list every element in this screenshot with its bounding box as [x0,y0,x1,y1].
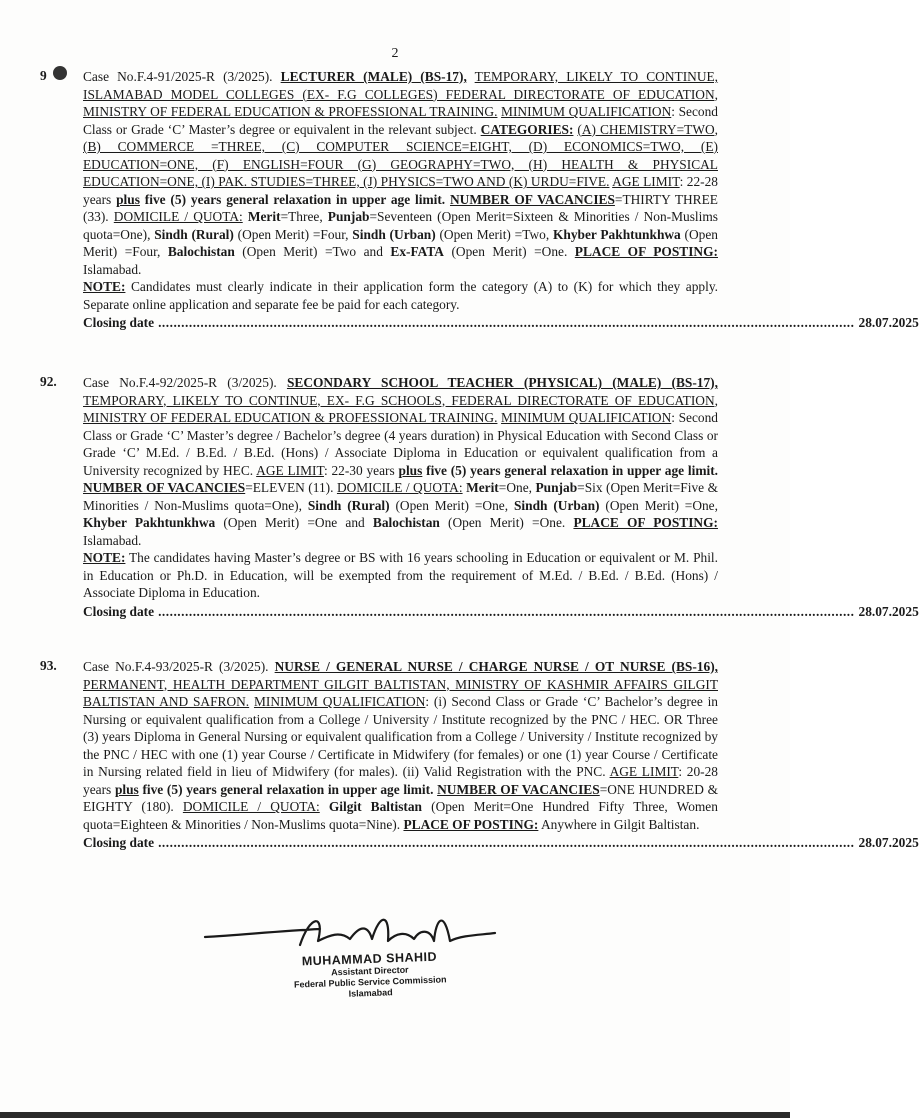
case-number: Case No.F.4-92/2025-R (3/2025). [83,375,277,390]
age-limit-text: : 22-30 years [323,462,395,478]
dot-leader: ..................................................................................................................................................................................... [158,603,855,619]
quota-region: Sindh (Urban) [352,226,436,242]
posting-label: PLACE OF POSTING: [573,515,718,530]
quota-region: Sindh (Urban) [513,497,600,513]
quota-region: Merit [466,480,499,495]
post-details: PERMANENT, HEALTH DEPARTMENT GILGIT BALTISTAN, MINISTRY OF KASHMIR AFFAIRS GILGIT BALTISTAN AND SAFRON. [83,676,718,709]
domicile-label: DOMICILE / QUOTA: [182,799,320,814]
post-title: NURSE / GENERAL NURSE / CHARGE NURSE / OT NURSE (BS-16), [274,659,718,674]
post-details: TEMPORARY, LIKELY TO CONTINUE, EX- F.G SCHOOLS, FEDERAL DIRECTORATE OF EDUCATION, MINISTRY OF FEDERAL EDUCATION & PROFESSIONAL TRAINING. [83,392,718,425]
closing-date-value: 28.07.2025 [858,603,919,619]
quota-region: Merit [247,209,281,224]
age-limit-text: : 22-28 years [83,174,719,207]
note-text: Candidates must clearly indicate in their application form the category (A) to (K) for which they apply. Separate online application and separate fee be paid for each category. [83,279,718,312]
quota-detail: (Open Merit) =One and [215,515,373,530]
quota-detail: (Open Merit) =Four, [83,226,718,259]
closing-date-value: 28.07.2025 [858,835,919,850]
vacancies-text: =ONE HUNDRED & EIGHTY (180). [83,781,718,814]
quota-detail: (Open Merit=One Hundred Fifty Three, Women quota=Eighteen & Minorities / Non-Muslims quota=Nine). [83,799,718,832]
min-qual-text: : Second Class or Grade ‘C’ Master’s degree or equivalent in the relevant subject. [83,104,718,137]
quota-detail: =Six (Open Merit=Five & Minorities / Non-Muslims quota=One), [83,480,718,513]
quota-detail: (Open Merit) =One, [599,497,718,513]
closing-date-value: 28.07.2025 [858,315,919,330]
entry-number: 92. [40,374,57,389]
quota-detail: =Three, [280,209,328,224]
note-label: NOTE: [83,279,126,294]
posting-text: Islamabad. [83,261,142,277]
vacancies-text: =ELEVEN (11). [245,480,334,495]
plus-text: plus [114,781,139,797]
case-number: Case No.F.4-93/2025-R (3/2025). [83,659,269,674]
signatory-office: Federal Public Service Commission [293,974,447,990]
categories-text: (A) CHEMISTRY=TWO, (B) COMMERCE =THREE, (C) COMPUTER SCIENCE=EIGHT, (D) ECONOMICS=TWO, (E) EDUCATION=ONE, (F) ENGLISH=FOUR (G) GEOGRAPHY=TWO, (H) HEALTH & PHYSICAL EDUCATION=ONE, (I) PAK. STUDIES=THREE, (J) PHYSICS=TWO AND (K) URDU=FIVE. [83,121,718,189]
closing-date-label: Closing date [83,315,155,330]
posting-label: PLACE OF POSTING: [403,816,539,832]
post-title: SECONDARY SCHOOL TEACHER (PHYSICAL) (MALE) (BS-17), [286,375,718,390]
posting-text: Islamabad. [83,532,142,548]
closing-date-row [83,603,919,621]
vacancies-label: NUMBER OF VACANCIES [83,480,246,495]
quota-region: Balochistan [167,244,235,259]
signatory-city: Islamabad [348,987,393,999]
quota-region: Khyber Pakhtunkhwa [83,515,216,530]
domicile-label: DOMICILE / QUOTA: [113,209,243,224]
quota-detail: (Open Merit) =Four, [233,226,353,242]
quota-region: Punjab [327,209,370,224]
quota-region: Khyber Pakhtunkhwa [552,226,681,242]
vacancies-label: NUMBER OF VACANCIES [449,191,615,207]
entry-body [83,374,919,620]
quota-detail: (Open Merit) =One. [439,515,574,530]
age-limit-label: AGE LIMIT [609,764,679,779]
age-limit-label: AGE LIMIT [612,174,680,189]
min-qual-label: MINIMUM QUALIFICATION [501,104,672,119]
dot-leader: ..................................................................................................................................................................................... [158,315,855,330]
relaxation-text: five (5) years general relaxation in upper age limit. [426,462,718,478]
entry-number: 9 [40,68,47,83]
closing-date-row [83,314,919,332]
note-label: NOTE: [83,550,126,565]
signatory-designation: Assistant Director [330,964,409,978]
quota-detail: (Open Merit) =Two and [234,244,391,259]
closing-date-label: Closing date [83,835,155,850]
dot-leader: ..................................................................................................................................................................................... [158,835,855,850]
min-qual-text: : Second Class or Grade ‘C’ Master’s degree / Bachelor’s degree (4 years duration) in Physical Education with Second Class or Grade ‘C’ M.Ed. / B.Ed. / B.Ed. (Hons) / Associate Diploma in Education or equivalent qualification from a University recognized by HEC. [83,410,718,478]
quota-detail: (Open Merit) =One, [389,497,514,513]
closing-date-row [83,834,919,852]
quota-region: Gilgit Baltistan [328,799,423,814]
note-text: The candidates having Master’s degree or BS with 16 years schooling in Education or equivalent or M. Phil. in Education or Ph.D. in Education, will be exempted from the requirement of M.Ed. / B.Ed. / B.Ed. (Hons) / Associate Diploma in Education. [83,550,718,600]
quota-region: Punjab [535,480,578,495]
entry-number: 93. [40,658,57,673]
entry-body [83,68,919,332]
quota-detail: (Open Merit) =One. [443,244,575,259]
posting-text: Anywhere in Gilgit Baltistan. [538,816,700,832]
age-limit-label: AGE LIMIT [256,462,324,478]
plus-text: plus [398,462,423,478]
quota-detail: (Open Merit) =Two, [435,226,553,242]
page-number: 2 [391,46,399,61]
signatory-name: MUHAMMAD SHAHID [301,949,438,969]
min-qual-label: MINIMUM QUALIFICATION [501,410,672,425]
quota-region: Sindh (Rural) [307,497,390,513]
quota-detail: =Seventeen (Open Merit=Sixteen & Minorities / Non-Muslims quota=One), [83,209,718,242]
quota-region: Balochistan [372,515,440,530]
quota-detail: =One, [498,480,536,495]
closing-date-label: Closing date [83,603,155,619]
min-qual-text: : (i) Second Class or Grade ‘C’ Bachelor’s degree in Nursing or equivalent qualification from a College / University / Institute recognized by the PNC / HEC. OR Three (3) years Diploma in General Nursing or equivalent qualification from a College / University / Institute recognized by the PNC / HEC with one (1) year Course / Certificate in Midwifery (for females) or one (1) year Course / Certificate in Nursing related field in lieu of Midwifery (for males). (ii) Valid Registration with the PNC. [83,694,718,779]
entry-body [83,658,919,852]
age-limit-text: : 20-28 years [83,764,718,797]
post-details: TEMPORARY, LIKELY TO CONTINUE, ISLAMABAD MODEL COLLEGES (EX- F.G COLLEGES) FEDERAL DIRECTORATE OF EDUCATION, MINISTRY OF FEDERAL EDUCATION & PROFESSIONAL TRAINING. [83,69,719,119]
vacancies-text: =THIRTY THREE (33). [83,191,718,224]
posting-label: PLACE OF POSTING: [574,244,718,259]
relaxation-text: five (5) years general relaxation in upper age limit. [144,191,446,207]
quota-region: Ex-FATA [390,244,444,259]
signatory-block [269,949,471,1003]
plus-text: plus [116,191,140,207]
domicile-label: DOMICILE / QUOTA: [336,480,463,495]
post-title: LECTURER (MALE) (BS-17), [280,69,467,84]
min-qual-label: MINIMUM QUALIFICATION [253,694,426,709]
quota-region: Sindh (Rural) [154,226,234,242]
relaxation-text: five (5) years general relaxation in upper age limit. [142,781,434,797]
case-number: Case No.F.4-91/2025-R (3/2025). [83,69,273,84]
vacancies-label: NUMBER OF VACANCIES [437,781,600,797]
categories-label: CATEGORIES: [480,121,574,137]
scan-edge [0,1112,790,1118]
